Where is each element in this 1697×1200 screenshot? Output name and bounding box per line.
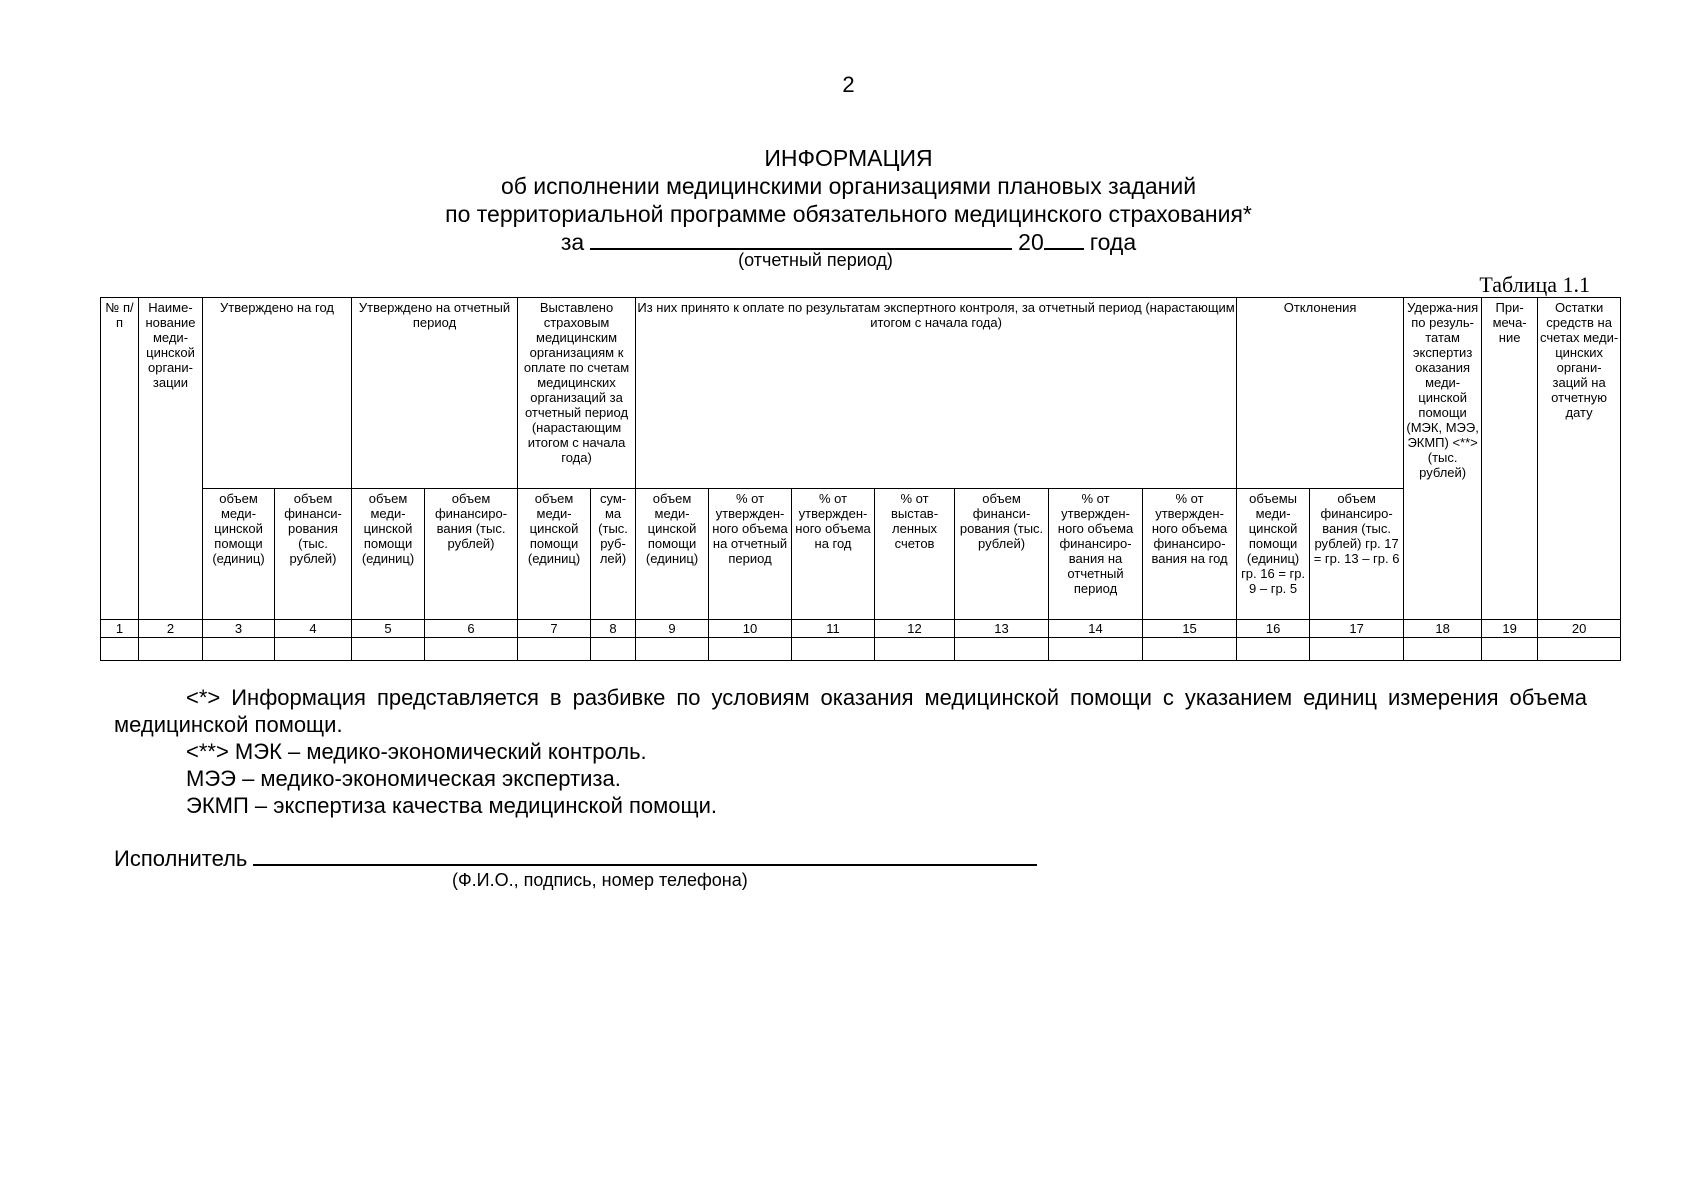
executor-line bbox=[114, 842, 1037, 872]
empty-cell bbox=[518, 638, 591, 661]
empty-cell bbox=[101, 638, 139, 661]
subheader-cell: объем меди-цинской помощи (единиц) bbox=[518, 489, 591, 620]
empty-cell bbox=[1049, 638, 1143, 661]
year-prefix: 20 bbox=[1018, 229, 1044, 255]
period-blank bbox=[590, 228, 1012, 250]
period-caption: (отчетный период) bbox=[738, 250, 893, 270]
empty-cell bbox=[352, 638, 425, 661]
header-billed: Выставлено страховым медицинским организациям к оплате по счетам медицинских организаций за отчетный период (нарастающим итогом с начала года) bbox=[518, 298, 636, 489]
empty-cell bbox=[1404, 638, 1482, 661]
header-balances: Остатки средств на счетах меди-цинских органи-заций на отчетную дату bbox=[1538, 298, 1621, 620]
subheader-cell: объем меди-цинской помощи (единиц) bbox=[352, 489, 425, 620]
footnote-4: ЭКМП – экспертиза качества медицинской помощи. bbox=[186, 793, 718, 818]
subheader-cell: объем финансиро-вания (тыс. рублей) гр. 17 = гр. 13 – гр. 6 bbox=[1310, 489, 1404, 620]
period-prefix: за bbox=[560, 229, 585, 255]
subheader-cell: % от утвержден-ного объема финансиро-вания на отчетный период bbox=[1049, 489, 1143, 620]
header-approved-year: Утверждено на год bbox=[203, 298, 352, 489]
title-line-3: по территориальной программе обязательного медицинского страхования* bbox=[445, 201, 1252, 227]
subheader-cell: объем меди-цинской помощи (единиц) bbox=[636, 489, 709, 620]
empty-cell bbox=[1538, 638, 1621, 661]
executor-label: Исполнитель bbox=[114, 846, 248, 871]
column-number: 7 bbox=[518, 620, 591, 638]
empty-cell bbox=[792, 638, 875, 661]
column-number: 10 bbox=[709, 620, 792, 638]
header-approved-period: Утверждено на отчетный период bbox=[352, 298, 518, 489]
empty-cell bbox=[203, 638, 275, 661]
subheader-cell: объем финансиро-вания (тыс. рублей) bbox=[425, 489, 518, 620]
header-note: При-меча-ние bbox=[1482, 298, 1538, 620]
empty-cell bbox=[636, 638, 709, 661]
column-number: 14 bbox=[1049, 620, 1143, 638]
column-number: 5 bbox=[352, 620, 425, 638]
footnote-1: <*> Информация представляется в разбивке по условиям оказания медицинской помощи с указанием единиц измерения объема медицинской помощи. bbox=[114, 685, 1587, 737]
subheader-cell: объем финанси-рования (тыс. рублей) bbox=[955, 489, 1049, 620]
subheader-cell: % от выстав-ленных счетов bbox=[875, 489, 955, 620]
year-suffix: года bbox=[1089, 229, 1137, 255]
executor-caption: (Ф.И.О., подпись, номер телефона) bbox=[452, 870, 748, 890]
column-number: 8 bbox=[591, 620, 636, 638]
subheader-cell: объем финанси-рования (тыс. рублей) bbox=[275, 489, 352, 620]
executor-blank bbox=[253, 842, 1037, 866]
empty-cell bbox=[425, 638, 518, 661]
column-number: 17 bbox=[1310, 620, 1404, 638]
column-number: 18 bbox=[1404, 620, 1482, 638]
report-table bbox=[100, 297, 1621, 661]
empty-cell bbox=[1310, 638, 1404, 661]
subheader-cell: сум-ма (тыс. руб-лей) bbox=[591, 489, 636, 620]
empty-cell bbox=[1237, 638, 1310, 661]
subheader-cell: % от утвержден-ного объема финансиро-вания на год bbox=[1143, 489, 1237, 620]
subheader-cell: % от утвержден-ного объема на год bbox=[792, 489, 875, 620]
column-number: 3 bbox=[203, 620, 275, 638]
column-number: 15 bbox=[1143, 620, 1237, 638]
title-line-1: ИНФОРМАЦИЯ bbox=[764, 145, 933, 171]
footnote-3: МЭЭ – медико-экономическая экспертиза. bbox=[186, 766, 621, 791]
column-number: 13 bbox=[955, 620, 1049, 638]
header-deviations: Отклонения bbox=[1237, 298, 1404, 489]
table-header-row-2 bbox=[101, 489, 1621, 620]
column-numbers-row bbox=[101, 620, 1621, 638]
empty-cell bbox=[591, 638, 636, 661]
page-number: 2 bbox=[842, 72, 855, 97]
empty-data-row bbox=[101, 638, 1621, 661]
column-number: 6 bbox=[425, 620, 518, 638]
column-number: 11 bbox=[792, 620, 875, 638]
footnote-2: <**> МЭК – медико-экономический контроль. bbox=[186, 739, 647, 764]
column-number: 9 bbox=[636, 620, 709, 638]
column-number: 4 bbox=[275, 620, 352, 638]
table-label: Таблица 1.1 bbox=[1479, 272, 1590, 297]
empty-cell bbox=[955, 638, 1049, 661]
subheader-cell: объемы меди-цинской помощи (единиц) гр. 16 = гр. 9 – гр. 5 bbox=[1237, 489, 1310, 620]
column-number: 12 bbox=[875, 620, 955, 638]
empty-cell bbox=[139, 638, 203, 661]
header-accepted: Из них принято к оплате по результатам экспертного контроля, за отчетный период (нарастающим итогом с начала года) bbox=[636, 298, 1237, 489]
footnotes bbox=[114, 684, 1587, 819]
empty-cell bbox=[875, 638, 955, 661]
title-line-2: об исполнении медицинскими организациями плановых заданий bbox=[500, 173, 1197, 199]
column-number: 2 bbox=[139, 620, 203, 638]
column-number: 16 bbox=[1237, 620, 1310, 638]
column-number: 19 bbox=[1482, 620, 1538, 638]
header-number: № п/п bbox=[101, 298, 139, 620]
empty-cell bbox=[1143, 638, 1237, 661]
empty-cell bbox=[275, 638, 352, 661]
subheader-cell: объем меди-цинской помощи (единиц) bbox=[203, 489, 275, 620]
header-withholdings: Удержа-ния по резуль-татам экспертиз оказания меди-цинской помощи (МЭК, МЭЭ, ЭКМП) <**> (тыс. рублей) bbox=[1404, 298, 1482, 620]
subheader-cell: % от утвержден-ного объема на отчетный период bbox=[709, 489, 792, 620]
empty-cell bbox=[709, 638, 792, 661]
empty-cell bbox=[1482, 638, 1538, 661]
year-blank bbox=[1044, 228, 1084, 250]
column-number: 1 bbox=[101, 620, 139, 638]
header-org-name: Наиме-нование меди-цинской органи-зации bbox=[139, 298, 203, 620]
table-header-row-1 bbox=[101, 298, 1621, 489]
column-number: 20 bbox=[1538, 620, 1621, 638]
document-title bbox=[0, 144, 1697, 256]
